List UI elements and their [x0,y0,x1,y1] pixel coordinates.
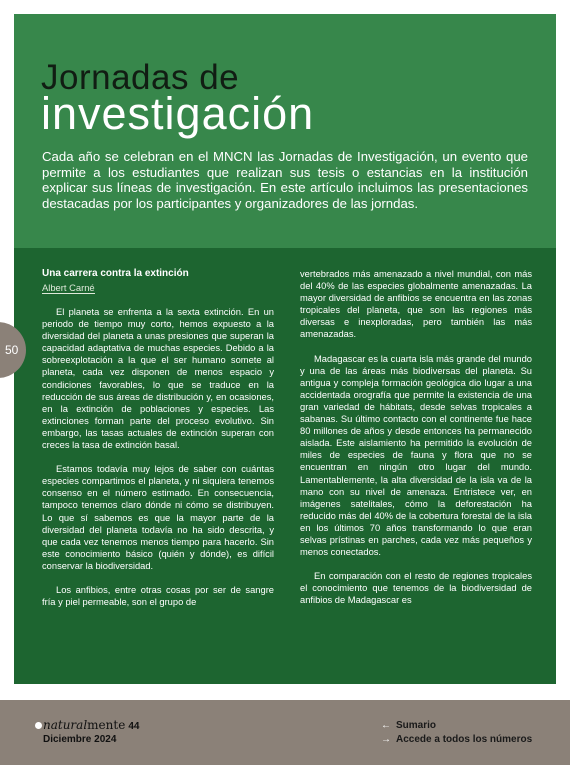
footer-bar [0,700,570,765]
paragraph: Estamos todavía muy lejos de saber con cuántas especies compartimos el planeta, y ni siquiera tenemos consenso en el número estimado. En consecuencia, tampoco tenemos claro dónde ni cómo se distribuyen. Lo que sí sabemos es que la mayor parte de la diversidad del planeta todavía no ha sido descrita, y que cada vez tenemos menos tiempo para hacerlo. Sin este conocimiento básico (quién y dónde), es difícil conservar la biodiversidad. [42,464,274,571]
section-title: Una carrera contra la extinción [42,268,189,279]
author-link[interactable]: Albert Carné [42,282,95,293]
left-column [42,268,274,620]
magazine-logo [35,718,139,732]
arrow-left-icon: ← [381,720,391,731]
issue-date: Diciembre 2024 [43,734,117,745]
paragraph: vertebrados más amenazado a nivel mundial, con más del 40% de las especies globalmente amenazadas. La mayor diversidad de anfibios se encuentra en las zonas tropicales del planeta, que son las regiones más diversas e inexploradas, pero también las más amenazadas. [300,269,532,340]
page-number: 50 [5,343,19,357]
paragraph: En comparación con el resto de regiones tropicales el conocimiento que tenemos de la biodiversidad de anfibios de Madagascar es [300,571,532,606]
logo-text-natural: natural [43,718,88,732]
arrow-right-icon: → [381,734,391,745]
paragraph: Madagascar es la cuarta isla más grande del mundo y una de las áreas más biodiversas del planeta. Su antigua y compleja formación geológica dio lugar a una accidentada orografía que permite la existencia de una gran variedad de hábitats, desde selvas tropicales a sabanas. Su último contacto con el continente fue hace 80 millones de años y desde entonces ha permanecido aislada. Este aislamiento ha permitido la evolución de miles de especies de fauna y flora que no se encuentran en ningún otro lugar del mundo. Lamentablemente, la alta diversidad de la isla va de la mano con su nivel de amenaza. Entristece ver, en imágenes satelitales, cómo la deforestación ha reducido más del 40% de la cobertura forestal de la isla en los últimos 70 años transformando lo que eran selvas prístinas en parches, cada vez más pequeños y menos conectados. [300,353,532,558]
right-column [300,268,532,618]
article-intro: Cada año se celebran en el MNCN las Jornadas de Investigación, un evento que permite a los estudiantes que realizan sus tesis o estancias en la institución explicar sus líneas de investigación. En este artículo incluimos las presentaciones destacadas por los participantes y organizadores de las jorndas. [42,149,528,211]
sumario-link[interactable] [381,720,436,731]
all-issues-link[interactable] [381,734,532,745]
article-panel [14,14,556,684]
article-header [14,14,556,248]
all-issues-label: Accede a todos los números [396,734,533,745]
paragraph: El planeta se enfrenta a la sexta extinción. En un periodo de tiempo muy corto, hemos expuesto a la diversidad del planeta a unas presiones que superan la capacidad adaptativa de muchas especies. Debido a la sobreexplotación a la que el ser humano somete al planeta, cada vez disponen de menos espacio y condiciones favorables, lo que se traduce en la reducción de sus áreas de distribución y, en ocasiones, en la extinción de poblaciones y especies. Las extinciones forman parte del proceso evolutivo. Sin embargo, las tasas actuales de extinción superan con creces la tasa de extinción basal. [42,307,274,451]
issue-number: 44 [128,721,140,732]
title-line-2: investigación [41,88,315,139]
title-line-1: Jornadas de [41,58,240,97]
paragraph: Los anfibios, entre otras cosas por ser de sangre fría y piel permeable, son el grupo de [42,584,274,608]
logo-text-mente: mente [87,718,126,732]
sumario-label: Sumario [396,720,437,731]
logo-dot-icon [35,722,42,729]
